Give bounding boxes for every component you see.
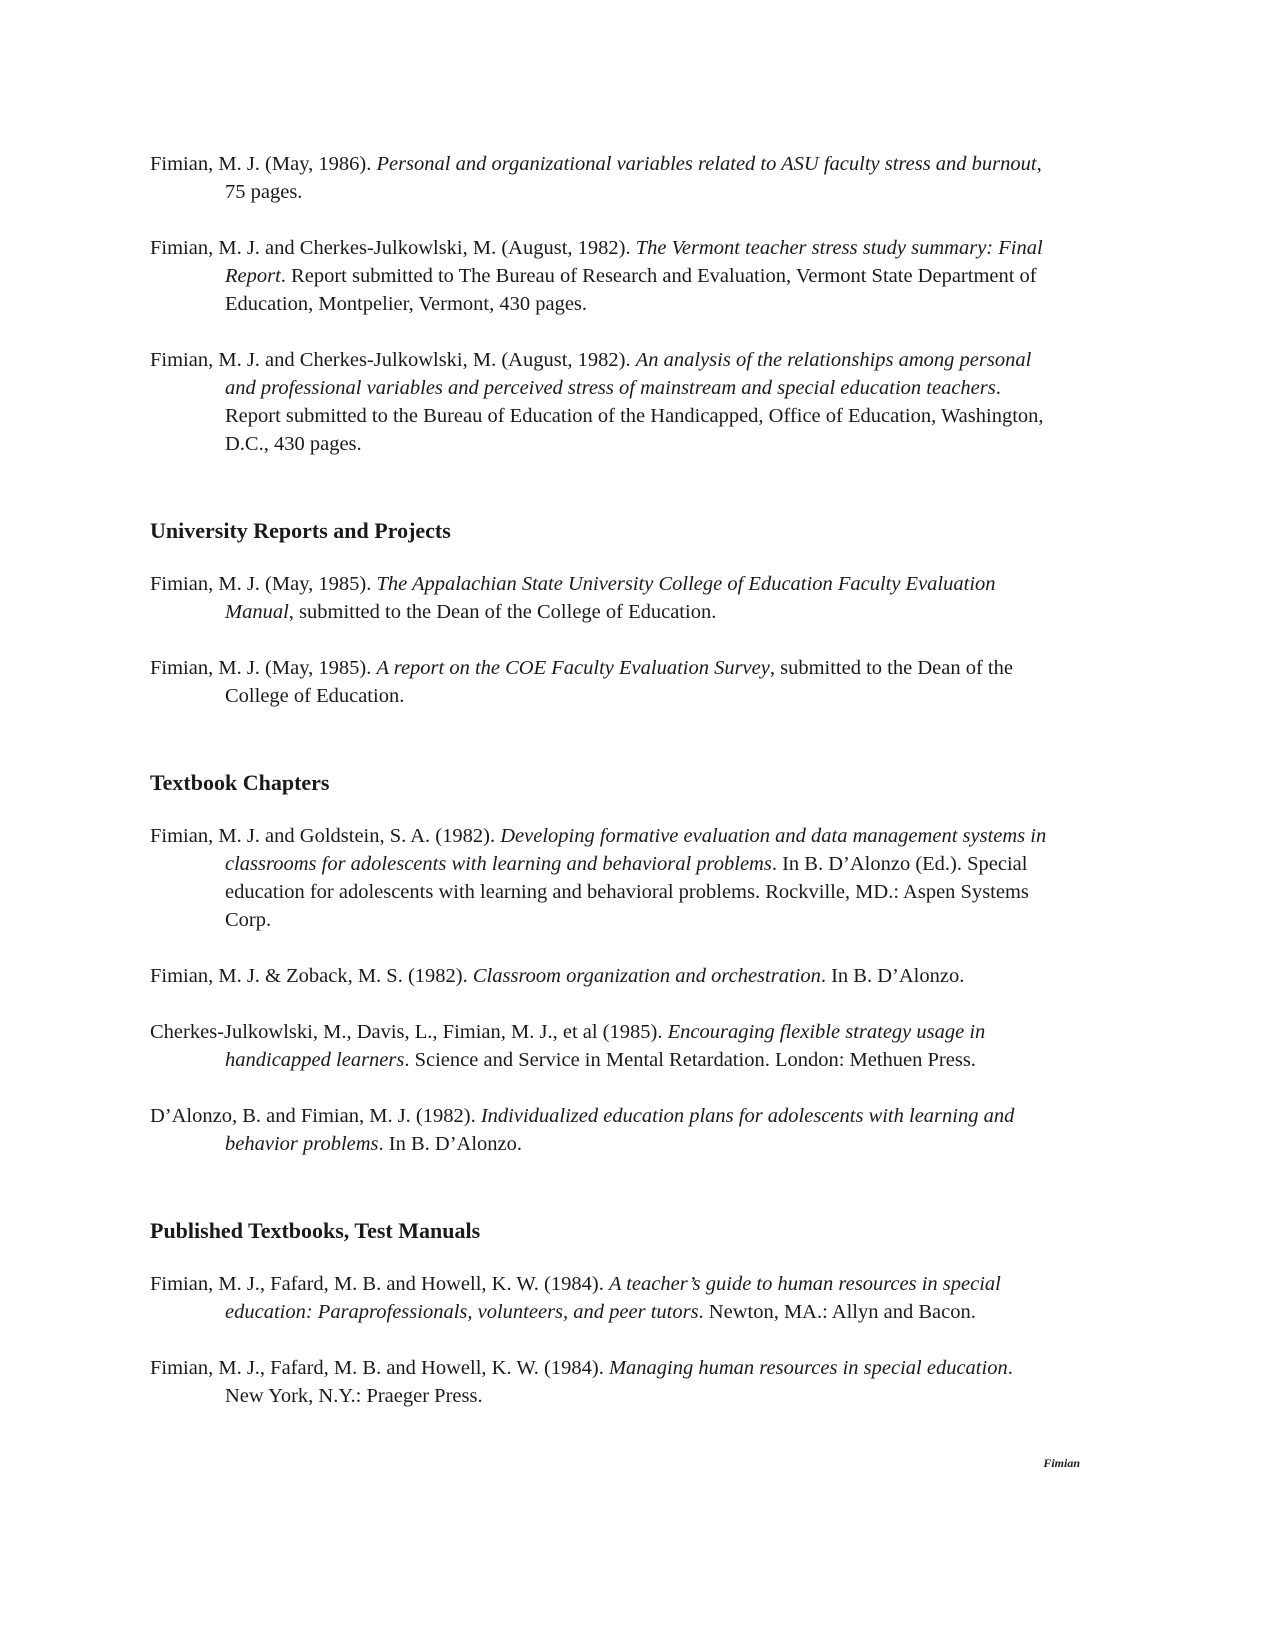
reference-entry: Fimian, M. J. (May, 1985). The Appalachian State University College of Education Faculty Evaluation Manual, submitted to the Dean of the College of Education. (150, 573, 996, 623)
section-heading-university-reports: University Reports and Projects (150, 518, 451, 543)
reference-entry: Cherkes-Julkowlski, M., Davis, L., Fimian, M. J., et al (1985). Encouraging flexible strategy usage in handicapped learners. Science and Service in Mental Retardation. London: Methuen Press. (150, 1021, 986, 1071)
reference-entry: Fimian, M. J. and Cherkes-Julkowlski, M. (August, 1982). An analysis of the relationships among personal and professional variables and perceived stress of mainstream and special education teachers. Report submitted to the Bureau of Education of the Handicapped, Office of Education, Washington, D.C., 430 pages. (150, 349, 1044, 455)
reference-entry: Fimian, M. J. & Zoback, M. S. (1982). Classroom organization and orchestration. In B. D’Alonzo. (150, 965, 965, 987)
reference-entry: Fimian, M. J. (May, 1985). A report on the COE Faculty Evaluation Survey, submitted to the Dean of the College of Education. (150, 657, 1013, 707)
reference-entry: Fimian, M. J., Fafard, M. B. and Howell, K. W. (1984). A teacher’s guide to human resources in special education: Paraprofessionals, volunteers, and peer tutors. Newton, MA.: Allyn and Bacon. (150, 1273, 1001, 1323)
reference-entry: D’Alonzo, B. and Fimian, M. J. (1982). Individualized education plans for adolescents with learning and behavior problems. In B. D’Alonzo. (150, 1105, 1015, 1155)
document-page (150, 150, 1050, 1438)
reference-entry: Fimian, M. J. (May, 1986). Personal and organizational variables related to ASU faculty stress and burnout, 75 pages. (150, 153, 1042, 203)
reference-entry: Fimian, M. J. and Goldstein, S. A. (1982). Developing formative evaluation and data management systems in classrooms for adolescents with learning and behavioral problems. In B. D’Alonzo (Ed.). Special education for adolescents with learning and behavioral problems. Rockville, MD.: Aspen Systems Corp. (150, 825, 1047, 931)
section-heading-published-textbooks: Published Textbooks, Test Manuals (150, 1218, 481, 1243)
section-heading-textbook-chapters: Textbook Chapters (150, 770, 330, 795)
reference-entry: Fimian, M. J., Fafard, M. B. and Howell, K. W. (1984). Managing human resources in special education. New York, N.Y.: Praeger Press. (150, 1357, 1013, 1407)
page-footer-author: Fimian (1043, 1456, 1080, 1470)
reference-entry: Fimian, M. J. and Cherkes-Julkowlski, M. (August, 1982). The Vermont teacher stress study summary: Final Report. Report submitted to The Bureau of Research and Evaluation, Vermont State Department of Education, Montpelier, Vermont, 430 pages. (150, 237, 1043, 315)
